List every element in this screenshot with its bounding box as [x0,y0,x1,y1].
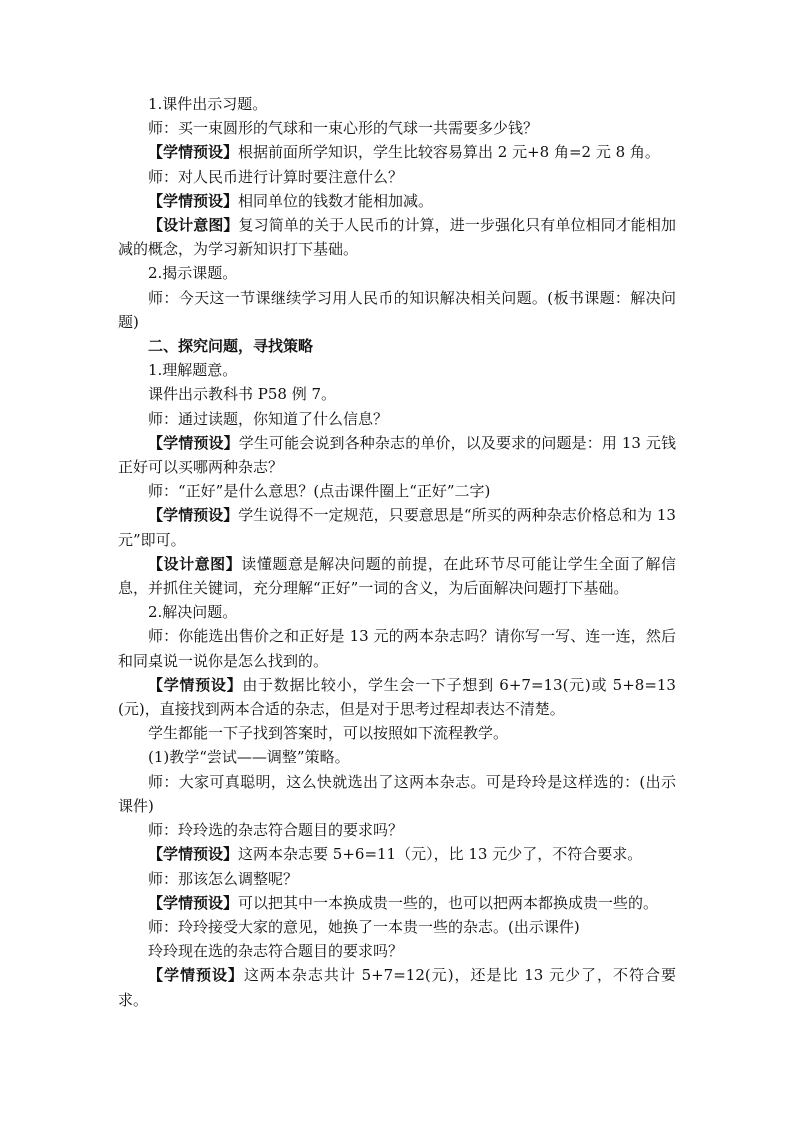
paragraph [118,358,676,382]
paragraph-text: 师：“正好”是什么意思？(点击课件圈上“正好”二字) [148,482,491,501]
paragraph [118,479,676,503]
paragraph-text: 2.揭示课题。 [148,264,238,283]
paragraph-tag: 【学情预设】 [148,845,239,864]
paragraph [118,407,676,431]
paragraph-tag: 【学情预设】 [148,506,239,525]
paragraph-text: 1.理解题意。 [148,361,238,380]
paragraph-tag: 【学情预设】 [148,433,239,452]
paragraph-text: 玲玲现在选的杂志符合题目的要求吗？ [148,942,404,961]
paragraph [118,140,676,164]
paragraph [118,92,676,116]
paragraph [118,600,676,624]
paragraph [118,286,676,334]
paragraph-text: 由于数据比较小，学生会一下子想到 6+7=13(元)或 5+8=13(元)，直接找到两本合适的杂志，但是对于思考过程却表达不清楚。 [118,675,676,719]
paragraph [118,503,676,551]
paragraph-text: 学生都能一下子找到答案时，可以按照如下流程教学。 [148,724,509,743]
paragraph-text: 课件出示教科书 P58 例 7。 [148,385,337,404]
paragraph-text: 这两本杂志共计 5+7=12(元)，还是比 13 元少了，不符合要求。 [118,966,676,1009]
paragraph-text: 师：你能选出售价之和正好是 13 元的两本杂志吗？请你写一写、连一连，然后和同桌说一说你是怎么找到的。 [118,627,676,670]
paragraph [118,213,676,261]
paragraph [118,842,676,866]
paragraph-text: 师：对人民币进行计算时要注意什么？ [148,167,404,186]
paragraph-text: 学生说得不一定规范，只要意思是“所买的两种杂志价格总和为 13 元”即可。 [118,506,676,549]
paragraph-text: 师：买一束圆形的气球和一束心形的气球一共需要多少钱？ [148,119,539,138]
paragraph-text: 二、探究问题，寻找策略 [148,337,314,356]
paragraph [118,915,676,939]
paragraph [118,624,676,672]
paragraph-text: 师：大家可真聪明，这么快就选出了这两本杂志。可是玲玲是这样选的：(出示课件) [118,772,676,815]
paragraph-text: 读懂题意是解决问题的前提，在此环节尽可能让学生全面了解信息，并抓住关键词，充分理解“正好”一词的含义，为后面解决问题打下基础。 [118,554,676,598]
paragraph-tag: 【设计意图】 [148,216,239,235]
paragraph-tag: 【学情预设】 [148,675,243,694]
paragraph [118,963,676,1011]
paragraph-text: 学生可能会说到各种杂志的单价，以及要求的问题是：用 13 元钱正好可以买哪两种杂志？ [118,433,676,477]
paragraph-text: (1)教学“尝试——调整”策略。 [148,748,350,767]
paragraph [118,382,676,406]
paragraph-text: 师：今天这一节课继续学习用人民币的知识解决相关问题。(板书课题：解决问题) [118,288,676,331]
paragraph-text: 师：那该怎么调整呢？ [148,869,299,888]
paragraph [118,867,676,891]
paragraph-text: 根据前面所学知识，学生比较容易算出 2 元+8 角=2 元 8 角。 [238,143,660,162]
paragraph [118,745,676,769]
paragraph-text: 师：通过读题，你知道了什么信息？ [148,409,389,428]
paragraph-tag: 【学情预设】 [148,191,239,210]
paragraph-tag: 【学情预设】 [148,893,239,912]
paragraph-text: 2.解决问题。 [148,603,238,622]
paragraph-text: 师：玲玲选的杂志符合题目的要求吗？ [148,821,404,840]
paragraph [118,891,676,915]
paragraph-text: 相同单位的钱数才能相加减。 [238,191,434,210]
paragraph [118,818,676,842]
section-heading [118,334,676,358]
paragraph-text: 师：玲玲接受大家的意见，她换了一本贵一些的杂志。(出示课件) [148,917,580,936]
paragraph [118,431,676,479]
paragraph-tag: 【设计意图】 [148,554,242,573]
paragraph [118,673,676,721]
paragraph-text: 可以把其中一本换成贵一些的，也可以把两本都换成贵一些的。 [238,893,659,912]
paragraph [118,721,676,745]
paragraph-text: 复习简单的关于人民币的计算，进一步强化只有单位相同才能相加减的概念，为学习新知识打下基础。 [118,216,676,259]
paragraph-tag: 【学情预设】 [148,966,244,985]
document-body [118,92,676,1012]
paragraph [118,770,676,818]
paragraph-text: 这两本杂志要 5+6=11（元），比 13 元少了，不符合要求。 [238,845,643,864]
paragraph [118,165,676,189]
paragraph-tag: 【学情预设】 [148,143,239,162]
paragraph [118,552,676,600]
paragraph-text: 1.课件出示习题。 [148,95,268,113]
paragraph [118,939,676,963]
paragraph [118,116,676,140]
paragraph [118,261,676,285]
paragraph [118,189,676,213]
